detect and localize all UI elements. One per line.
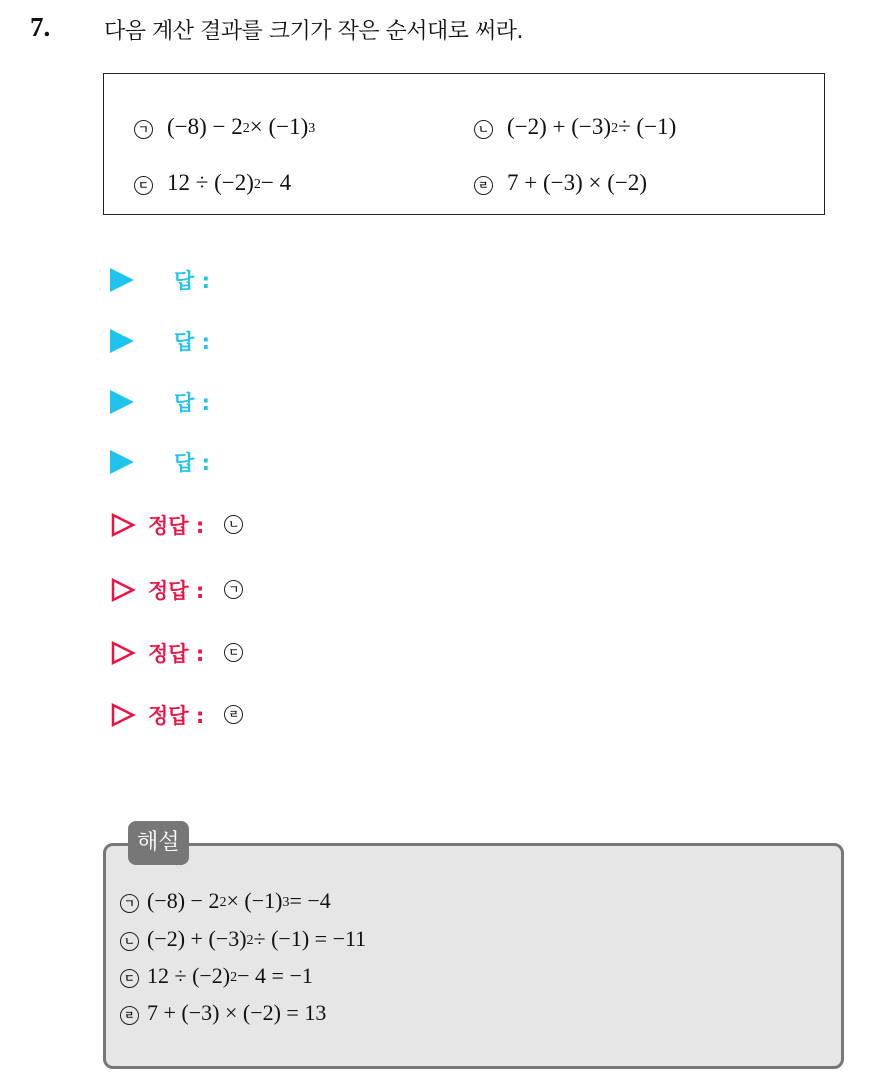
- play-triangle-icon: [110, 329, 134, 353]
- play-triangle-icon: [110, 450, 134, 474]
- solution-text: (−2) + (−3): [147, 926, 247, 951]
- correct-answer-label: 정답 :: [148, 514, 205, 538]
- exponent: 2: [611, 121, 619, 136]
- circled-marker: ㄱ: [224, 580, 243, 599]
- answer-line: [110, 326, 210, 356]
- answer-label: 답 :: [174, 269, 210, 293]
- solution-text: − 4 = −1: [237, 963, 313, 988]
- outline-triangle-icon: [110, 640, 136, 666]
- answer-line: [110, 447, 210, 477]
- solution-box: [103, 843, 844, 1069]
- solution-text: ÷ (−1) = −11: [253, 926, 367, 951]
- outline-triangle-icon: [110, 577, 136, 603]
- question-text: 다음 계산 결과를 크기가 작은 순서대로 써라.: [104, 19, 523, 44]
- expression-item-b: [474, 114, 676, 140]
- expression-text: ÷ (−1): [618, 114, 677, 139]
- solution-line: [120, 888, 331, 914]
- circled-marker: ㄹ: [120, 1006, 139, 1025]
- exponent: 3: [308, 121, 316, 136]
- solution-text: 7 + (−3) × (−2) = 13: [147, 1000, 327, 1025]
- solution-line: [120, 926, 366, 952]
- circled-marker: ㄷ: [120, 969, 139, 988]
- expression-item-d: [474, 170, 647, 196]
- expression-item-c: [134, 170, 291, 196]
- expression-text: × (−1): [249, 114, 309, 139]
- solution-text: = −4: [289, 888, 331, 913]
- expression-text: 7 + (−3) × (−2): [507, 170, 648, 195]
- expression-box: [103, 73, 825, 215]
- correct-answer-line: [110, 638, 257, 668]
- solution-title: 해설: [128, 821, 189, 865]
- solution-text: × (−1): [226, 888, 283, 913]
- correct-answer-label: 정답 :: [148, 579, 205, 603]
- question-number: 7.: [30, 12, 51, 42]
- expression-item-a: [134, 114, 315, 140]
- correct-answer-label: 정답 :: [148, 642, 205, 666]
- expression-text: (−8) − 2: [167, 114, 243, 139]
- circled-marker: ㄴ: [224, 515, 243, 534]
- play-triangle-icon: [110, 390, 134, 414]
- exponent: 2: [219, 895, 227, 910]
- answer-label: 답 :: [174, 330, 210, 354]
- expression-text: 12 ÷ (−2): [167, 170, 254, 195]
- correct-answer-label: 정답 :: [148, 704, 205, 728]
- solution-text: (−8) − 2: [147, 888, 220, 913]
- outline-triangle-icon: [110, 512, 136, 538]
- correct-answer-line: [110, 575, 257, 605]
- expression-text: (−2) + (−3): [507, 114, 612, 139]
- correct-answer-line: [110, 700, 257, 730]
- exponent: 2: [230, 970, 238, 985]
- correct-answer-line: [110, 510, 257, 540]
- circled-marker: ㄷ: [224, 643, 243, 662]
- circled-marker: ㄹ: [474, 176, 493, 195]
- expression-text: − 4: [260, 170, 292, 195]
- solution-line: [120, 1000, 326, 1026]
- circled-marker: ㄷ: [134, 176, 153, 195]
- solution-line: [120, 963, 313, 989]
- answer-label: 답 :: [174, 391, 210, 415]
- outline-triangle-icon: [110, 702, 136, 728]
- exponent: 2: [253, 177, 261, 192]
- exponent: 2: [246, 933, 254, 948]
- circled-marker: ㄱ: [134, 120, 153, 139]
- solution-text: 12 ÷ (−2): [147, 963, 231, 988]
- circled-marker: ㄹ: [224, 705, 243, 724]
- circled-marker: ㄱ: [120, 894, 139, 913]
- play-triangle-icon: [110, 268, 134, 292]
- answer-label: 답 :: [174, 451, 210, 475]
- exponent: 3: [282, 895, 290, 910]
- answer-line: [110, 265, 210, 295]
- exponent: 2: [242, 121, 250, 136]
- answer-line: [110, 387, 210, 417]
- circled-marker: ㄴ: [474, 120, 493, 139]
- circled-marker: ㄴ: [120, 932, 139, 951]
